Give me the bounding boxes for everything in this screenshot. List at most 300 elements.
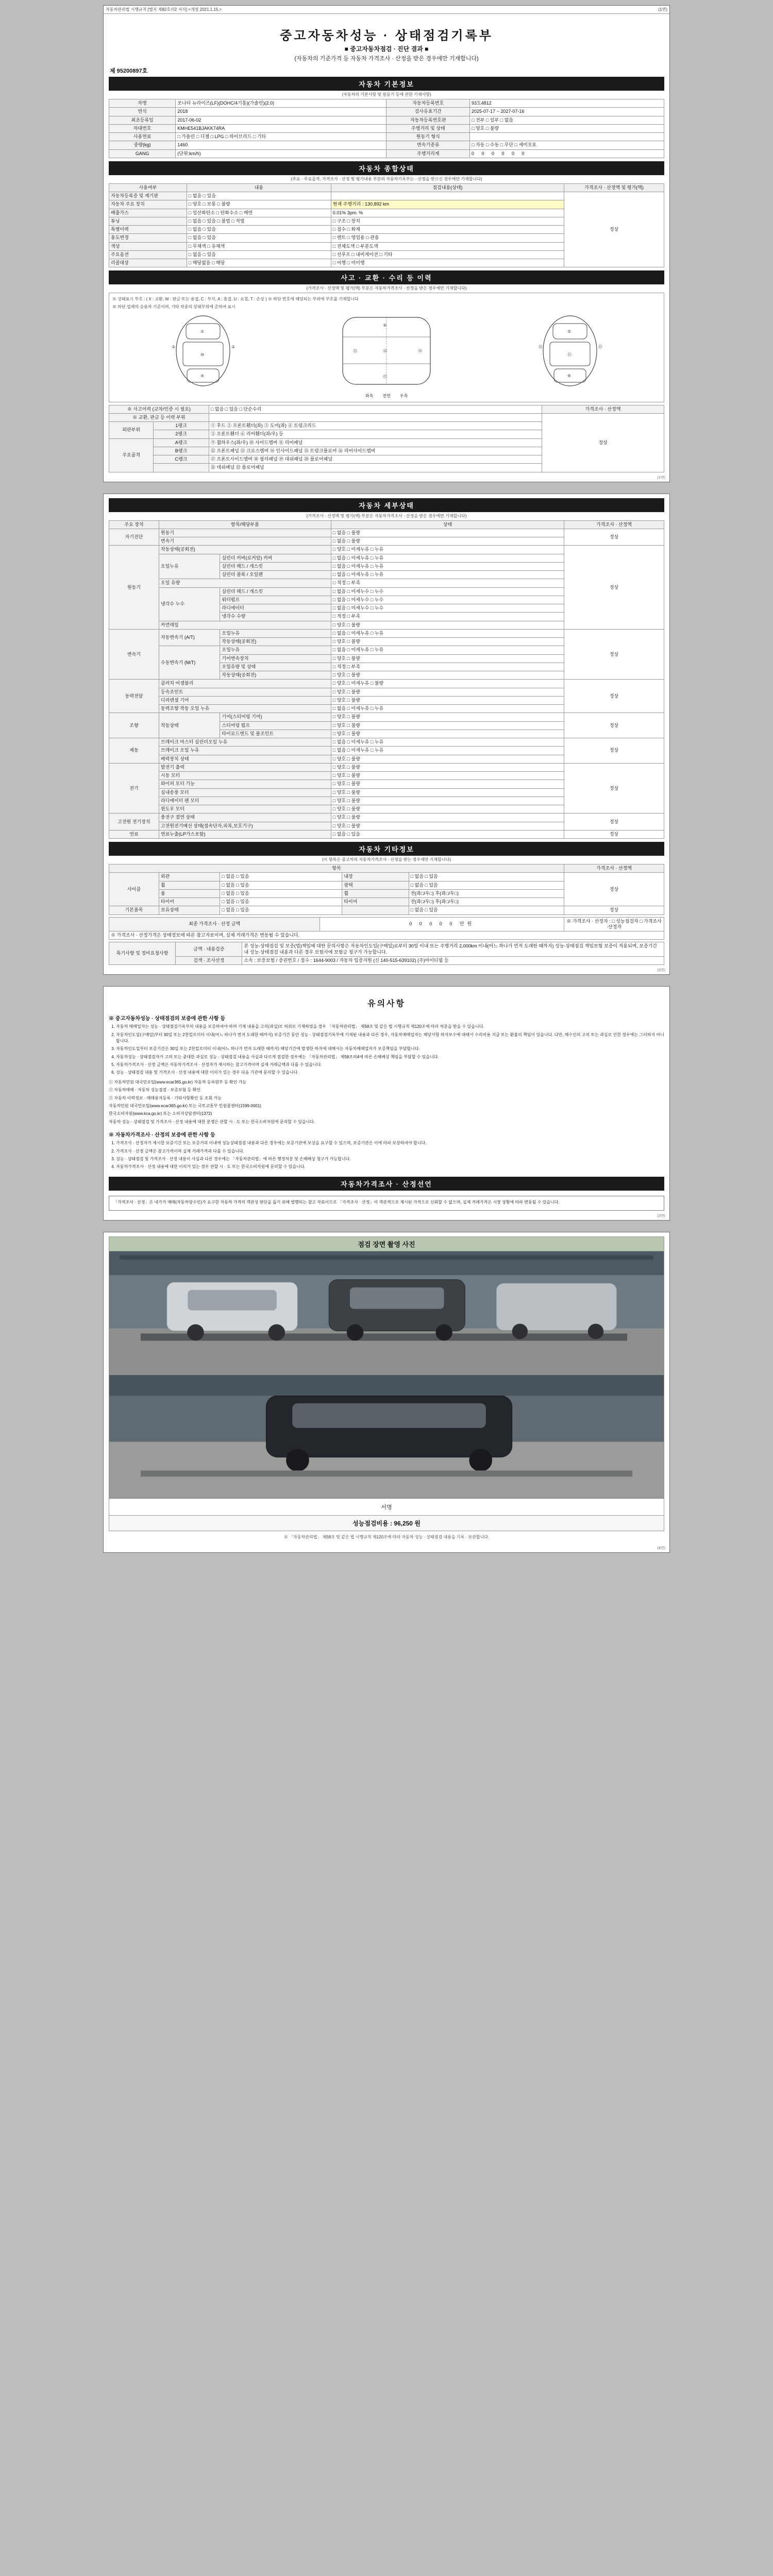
svg-text:④: ④ [200,373,204,378]
detail-part-0-0: 원동기 [159,529,331,537]
overall-row-7-label: 주요옵션 [109,250,187,259]
other-opts-2: □ 없음 □ 있음 [220,889,342,897]
detail-part-6-1: 시동 모터 [159,772,331,780]
table-row [109,108,664,116]
special-text-2: 소속 : 보증보험 / 증권번호 / 접수 : 1644-9003 / 자동차 입증지원 (신 140-515-639102) (주)마이티윌 등 [242,956,664,964]
svg-text:⑨: ⑨ [382,323,387,328]
detail-opts-0-1: □ 없음 □ 불량 [331,537,564,546]
detail-price-7: 정상 [564,814,664,831]
page1-number: (1면) [657,476,665,480]
diagram-legend-2: ※ 하단 업체의 승용차 기준이며, 기타 차종의 상태부위에 준하여 표시 [112,304,236,310]
table-row [109,713,664,721]
field-value-first-reg: 2017-06-02 [176,116,386,124]
field-value-plate-state: □ 전부 □ 일부 □ 없음 [470,116,664,124]
accident-items-3: ⑫ 프론트패널 ⑬ 크로스멤버 ⑭ 인사이드패널 ⑮ 트렁크플로어 ⑯ 리어사이드멤버 [209,447,542,455]
accident-lv-0: 1랭크 [154,422,209,430]
accident-lv-1: 2랭크 [154,430,209,438]
field-value-mileage-digits: 0 0 0 0 0 0 [470,149,664,158]
other-group-0: 사이클 [109,873,159,906]
car-diagram-side [480,312,661,391]
diagram-mark-row [112,393,661,399]
overall-row-2-label: 배출가스 [109,209,187,217]
detail-part-2-0: 자동변속기 (A/T) [159,629,220,646]
accident-grade-2: 주요골격 [109,438,154,472]
form-reference: 자동차관리법 시행규칙 [별지 제82호의2 서식] <개정 2021.1.15.> [106,7,222,12]
page1-page-label: (1면) [658,7,667,12]
other-part-3: 타이어 [159,898,220,906]
detail-opts-0-0: □ 없음 □ 불량 [331,529,564,537]
final-price-label: 최종 가격조사 · 산정 금액 [109,917,320,931]
svg-text:⑬: ⑬ [352,348,357,353]
overall-row-3-opts: □ 없음 □ 있음 □ 불법 □ 적법 [187,217,331,225]
table-header-row [109,183,664,192]
other-part-2: 룸 [159,889,220,897]
notice-item-8: 자동차 성능 · 상태점검 및 가격조사 · 산정 내용에 대한 분쟁은 관할 시 · 도 또는 한국소비자원에 문의할 수 있습니다. [109,1119,315,1124]
overall-state-table [109,183,664,268]
overall-row-5-opts: □ 없음 □ 있음 [187,234,331,242]
declaration-header: 자동차가격조사 · 산정선언 [109,1177,664,1191]
special-text-1: 본 성능·상태점검 및 보증(법)책임에 대한 문의사항은 자동차인도일(구매일)로부터 30일 이내 또는 주행거리 2,000km 이내(어느 하나가 먼저 도래한 때까지) 성능·상태점검 책임보험 보증이 적용되며, 보증기간 내 성능·상태점검 내용과 다른 경우 보험사에 보험금 청구가 가능합니다. [242,942,664,957]
detail-part-3-3: 동력조향 작동 오일 누유 [159,705,331,713]
accident-lv-5 [154,464,209,472]
car-top-svg [327,312,446,389]
overall-th-0: 사용여부 [109,183,187,192]
accident-items-0: ① 후드 ② 프론트휀더(좌) ③ 도어(좌) ④ 트렁크리드 [209,422,542,430]
detail-opts-2-3: □ 양호 □ 불량 [331,654,564,663]
other-opts2-1: □ 없음 □ 있음 [409,881,564,889]
detail-th-2: 상태 [331,520,564,529]
list-item: 4. 자동차가격조사 · 산정 내용에 대한 이의가 있는 경우 관할 시 · 도 또는 한국소비자원에 문의할 수 있습니다. [116,1164,664,1170]
detail-opts-2-5: □ 양호 □ 불량 [331,671,564,680]
table-row [109,529,664,537]
detail-part-6-5: 윈도우 모터 [159,805,331,814]
detail-price-6: 정상 [564,763,664,814]
final-price-note-2: ※ 가격조사 · 산정자 : □ 성능점검자 □ 가격조사·산정자 [564,917,664,931]
field-value-engine-type [470,133,664,141]
detail-item-4-2: 타이로드엔드 및 볼조인트 [220,730,331,738]
detail-group-4: 조향 [109,713,159,738]
detail-part-3-2: 디퍼렌셜 기어 [159,696,331,704]
other-price-0: 정상 [564,873,664,906]
other-part2-2: 휠 [342,889,409,897]
diagram-mark-right: 우측 [399,393,408,398]
table-row [109,629,664,637]
overall-row-1-label: 자동차 주요 장치 [109,200,187,209]
declaration-text: 「가격조사 · 산정」은 내가가 매매(자동차양수인)가 요구한 자동차 가격의 객관성 판단을 돕기 위해 발행되는 참고 자료이므로 「가격조사 · 산정」이 객관적으로 제시된 가격으로 신뢰할 수 없으며, 실제 거래가격은 시장 상황에 따라 변동될 수 있습니다. [113,1199,560,1205]
field-label-fuel: 사용연료 [109,133,176,141]
table-row [109,546,664,554]
detail-part-1-1: 오일누유 [159,554,220,579]
car-diagram-top [296,312,477,391]
page-2 [103,494,670,975]
detail-opts-5-0: □ 없음 □ 미세누유 □ 누유 [331,738,564,747]
page-1 [103,5,670,482]
car-side-svg [516,312,624,389]
section-overall-note: (주요 · 주요골격, 가격조사 · 산정 및 평가내용 부분의 자동차기록부는 · 산정을 받으신 경우에만 기재합니다) [291,176,482,181]
other-price-4: 정상 [564,906,664,914]
final-price-table [109,917,664,940]
detail-part-6-2: 와이퍼 모터 기능 [159,780,331,788]
other-part2-4 [342,906,409,914]
other-opts2-3: 전(좌□/우□) 후(좌□/우□) [409,898,564,906]
field-label-checkcode: GANG [109,149,176,158]
field-value-inspection-period: 2025-07-17 ~ 2027-07-16 [470,108,664,116]
svg-text:②: ② [231,344,235,349]
detail-item-2-5: 작동상태(공회전) [220,671,331,680]
field-label-plate-state: 자동차등록번호판 [386,116,470,124]
table-row [109,192,664,200]
table-header-row [109,865,664,873]
svg-text:⑥: ⑥ [567,373,572,378]
detail-item-1-1: 실린더 커버(로커암) 커버 [220,554,331,562]
table-row [109,763,664,771]
section-other-note: (이 항목은 중고차의 자동차가격조사 · 산정을 받는 경우에만 기재합니다) [322,857,451,862]
table-row [109,738,664,747]
detail-part-5-2: 배력장치 상태 [159,755,331,763]
car-diagram-area [112,312,661,391]
table-row [109,99,664,108]
svg-text:⑫: ⑫ [598,344,603,349]
other-opts-1: □ 없음 □ 있음 [220,881,342,889]
other-group-4: 기본품목 [109,906,159,914]
detail-price-4: 정상 [564,713,664,738]
detail-opts-1-8: □ 적정 □ 부족 [331,613,564,621]
detail-item-1-6: 워터펌프 [220,596,331,604]
other-part2-3: 타이어 [342,898,409,906]
detail-item-4-0: 기어(스티어링 기어) [220,713,331,721]
table-row [109,680,664,688]
diagram-mark-front: 전면 [382,393,391,398]
table-row [109,931,664,940]
detail-item-2-2: 오일누유 [220,646,331,654]
svg-text:⑤: ⑤ [567,329,572,334]
overall-price-cell: 정상 [564,192,664,267]
overall-row-5-detail: □ 렌트 □ 영업용 □ 관용 [331,234,564,242]
list-item: 5. 자동차가격조사 · 산정 금액은 자동차가격조사 · 산정자가 제시하는 참고가격이며 실제 거래금액과 다를 수 있습니다. [116,1062,664,1068]
detail-item-1-3: 실린더 블록 / 오일팬 [220,571,331,579]
detail-item-1-2: 실린더 헤드 / 개스킷 [220,562,331,570]
svg-text:⑯: ⑯ [382,348,387,353]
page-4 [103,1232,670,1553]
accident-price-cell: 정상 [542,413,664,472]
notice-sub-2: ② 자동차매매 · 자동차 성능점검 · 보증보험 등 확인 [109,1088,200,1093]
field-value-vin: KMHE541BJAKK74RA [176,124,386,132]
overall-th-2: 점검내용(상태) [331,183,564,192]
detail-part-6-3: 실내송풍 모터 [159,788,331,796]
detail-price-1: 정상 [564,546,664,630]
table-row [109,133,664,141]
detail-price-0: 정상 [564,529,664,546]
detail-opts-3-1: □ 양호 □ 불량 [331,688,564,696]
detail-opts-2-4: □ 적정 □ 부족 [331,663,564,671]
accident-lv-3: B랭크 [154,447,209,455]
detail-opts-4-2: □ 양호 □ 불량 [331,730,564,738]
field-value-mileage-unit: (단위:km/h) [176,149,386,158]
accident-items-2: ⑨ 휠하우스(좌/우) ⑩ 사이드멤버 ⑪ 리어패널 [209,438,542,447]
detail-opts-3-3: □ 없음 □ 미세누유 □ 누유 [331,705,564,713]
other-part-4: 보유상태 [159,906,220,914]
detail-group-7: 고전원 전기장치 [109,814,159,831]
other-opts2-0: □ 없음 □ 있음 [409,873,564,881]
svg-text:⑰: ⑰ [382,374,387,379]
svg-text:①: ① [200,329,204,334]
overall-row-6-opts: □ 무채색 □ 유채색 [187,242,331,250]
car-diagram-box [109,293,664,402]
other-opts-4: □ 없음 □ 있음 [220,906,342,914]
field-label-plate: 자동차등록번호 [386,99,470,108]
accident-items-4: ⑰ 프론트사이드멤버 ⑱ 필러패널 ⑲ 대쉬패널 ⑳ 플로어패널 [209,455,542,464]
svg-text:⑭: ⑭ [417,348,422,353]
page3-number: (3면) [657,1214,665,1218]
detail-item-2-0: 오일누유 [220,629,331,637]
detail-part-2-2: 수동변속기 (M/T) [159,646,220,680]
list-item: 1. 자동차 매매업자는 성능 · 상태점검기록부의 내용을 보증하여야 하며 기재 내용을 고의(과실)로 허위로 기재하였을 경우 「자동차관리법」 제58조 및 같은 법 시행규칙 제120조에 따라 처분을 받을 수 있습니다. [116,1024,664,1030]
accident-q2-detail [209,413,542,421]
field-label-year: 연식 [109,108,176,116]
svg-text:⑫: ⑫ [539,344,543,349]
detail-price-8: 정상 [564,830,664,838]
accident-history-table [109,405,664,472]
section-detail-header: 자동차 세부상태 [109,498,664,512]
detail-item-4-1: 스티어링 펌프 [220,721,331,730]
detail-part-7-0: 충전구 절연 상태 [159,814,331,822]
overall-row-8-label: 리콜대상 [109,259,187,267]
accident-q1-label: ※ 사고이력 (교차/인증 시 필요) [109,405,209,413]
detail-item-2-4: 오일유량 및 상태 [220,663,331,671]
detail-part-8-0: 연료누출(LP가스포함) [159,830,331,838]
table-row [109,917,664,931]
overall-row-8-opts: □ 해당없음 □ 해당 [187,259,331,267]
field-label-mileage: 주행거리계 [386,149,470,158]
photo-section-title: 점검 장면 촬영 사진 [109,1236,664,1251]
table-row [109,814,664,822]
other-info-table [109,864,664,915]
table-row [109,413,664,421]
detail-opts-2-2: □ 없음 □ 미세누유 □ 누유 [331,646,564,654]
page2-number: (2면) [657,969,665,973]
detail-group-0: 자기진단 [109,529,159,546]
diagram-legend-1: ※ 상태표시 부호 : ( X : 교환, W : 판금 또는 용접, C : 부식, A : 흠집, U : 요철, T : 손상 ) ※ 하단 번호에 해당되는 부위에 부호를 기재합니다 [112,297,359,302]
overall-row-4-label: 특별이력 [109,226,187,234]
other-part2-1: 광택 [342,881,409,889]
list-item: 3. 자동차인도일부터 보증기간은 30일 또는 2천킬로미터 이내(어느 하나가 먼저 도래한 때까지) 해당기간에 발생한 하자에 대해서는 자동차매매업자가 보증책임을 부담합니다. [116,1046,664,1052]
inspection-photo-bottom [109,1375,664,1499]
table-row [109,906,664,914]
list-item: 2. 가격조사 · 산정 금액은 참고가격이며 실제 거래가격과 다를 수 있습니다. [116,1148,664,1155]
detail-opts-5-2: □ 양호 □ 불량 [331,755,564,763]
overall-row-0-opts: □ 없음 □ 있음 [187,192,331,200]
detail-th-0: 주요 장치 [109,520,159,529]
other-opts2-2: 전(좌□/우□) 후(좌□/우□) [409,889,564,897]
field-label-vin: 차대번호 [109,124,176,132]
detail-opts-6-3: □ 양호 □ 불량 [331,788,564,796]
page4-footnote: ※ 「자동차관리법」 제58조 및 같은 법 시행규칙 제120조에 따라 자동차 성능 · 상태점검 내용을 기록 · 보관합니다. [283,1535,490,1540]
table-row [109,141,664,149]
overall-row-7-opts: □ 없음 □ 있음 [187,250,331,259]
notice-item-6: 자동차민원 대국민포털(www.ecar365.go.kr) 또는 국토교통부 민원콜센터(1599-0001) [109,1104,261,1109]
detail-opts-1-1: □ 없음 □ 미세누유 □ 누유 [331,554,564,562]
detail-group-5: 제동 [109,738,159,764]
notice-section-1-title: ※ 중고자동차성능 · 상태점검의 보증에 관한 사항 등 [109,1016,225,1022]
detail-item-1-5: 실린더 헤드 / 개스킷 [220,587,331,596]
other-part2-0: 내장 [342,873,409,881]
table-row [109,873,664,881]
document-title: 중고자동차성능 · 상태점검기록부 [280,29,493,43]
car-diagram-front [112,312,293,391]
detail-price-2: 정상 [564,629,664,680]
detail-opts-6-5: □ 양호 □ 불량 [331,805,564,814]
detail-part-3-0: 클러치 어셈블리 [159,680,331,688]
list-item: 6. 성능 · 상태점검 내용 및 가격조사 · 산정 내용에 대한 이의가 있는 경우 다음 기관에 문의할 수 있습니다. [116,1070,664,1076]
overall-row-4-detail: □ 침수 □ 화재 [331,226,564,234]
other-th-0: 항목 [109,865,564,873]
page-3 [103,986,670,1221]
other-part-1: 휠 [159,881,220,889]
page4-number: (4면) [657,1547,665,1551]
detail-part-7-1: 고전원전기배선 상태(접속단자,피복,보호기구) [159,822,331,830]
detail-opts-2-0: □ 없음 □ 미세누유 □ 누유 [331,629,564,637]
section-other-header: 자동차 기타정보 [109,842,664,856]
car-front-svg [149,312,257,389]
detail-opts-7-1: □ 양호 □ 불량 [331,822,564,830]
detail-item-1-8: 냉각수 수량 [220,613,331,621]
field-value-weight: 1460 [176,141,386,149]
detail-part-1-0: 작동상태(공회전) [159,546,331,554]
detail-part-5-1: 브레이크 오일 누유 [159,747,331,755]
special-notes-table [109,942,664,965]
final-price-note: ※ 가격조사 · 산정가격은 상태정보에 따른 참고자료이며, 실제 거래가격은 변동될 수 있습니다. [109,931,664,940]
list-item: 3. 성능 · 상태점검 및 가격조사 · 산정 내용이 사실과 다른 경우에는 「자동차관리법」에 따른 행정처분 및 손해배상 청구가 가능합니다. [116,1156,664,1162]
overall-row-0-detail [331,192,564,200]
detail-part-1-9: 커먼레일 [159,621,331,629]
detail-opts-1-9: □ 양호 □ 불량 [331,621,564,629]
field-value-carname: 쏘나타 뉴라이즈(LF)(DOHC/4기통)(가솔린)(2.0) [176,99,386,108]
overall-row-7-detail: □ 선루프 □ 내비게이션 □ 기타 [331,250,564,259]
list-item: 2. 자동차인도일(구매일)부터 30일 또는 2천킬로미터 이내(어느 하나가 먼저 도래한 때까지) 보증기간 동안 성능 · 상태점검기록부에 기재된 내용과 다른 경우, 자동차매매업자는 해당사항 하자보수에 대해서 수리비용 지급 또는 환불의 책임이 있습니다. 다만, 매수인의 고의 또는 과실로 인한 경우에는 그러하지 아니합니다. [116,1032,664,1045]
detail-opts-1-2: □ 없음 □ 미세누유 □ 누유 [331,562,564,570]
detail-part-1-4: 오일 유량 [159,579,331,587]
overall-th-3: 가격조사 · 산정액 및 평가(액) [564,183,664,192]
list-item: 1. 가격조사 · 산정자가 제시한 보증기간 또는 보증거리 이내에 성능상태점검 내용과 다른 경우에는 보증기관에 보상을 요구할 수 있으며, 보증기관은 이에 따라 보상하여야 합니다. [116,1140,664,1146]
field-label-first-reg: 최초등록일 [109,116,176,124]
overall-row-6-label: 색상 [109,242,187,250]
page1-topline [104,6,669,14]
detail-group-1: 원동기 [109,546,159,630]
detail-opts-4-1: □ 양호 □ 불량 [331,721,564,730]
overall-row-5-label: 용도변경 [109,234,187,242]
detail-item-1-7: 라디에이터 [220,604,331,613]
field-value-fuel: □ 가솔린 □ 디젤 □ LPG □ 하이브리드 □ 기타 [176,133,386,141]
table-row [109,956,664,964]
document-subtitle-note: (자동차의 기준가격 등 자동차 가격조사 · 산정을 받은 경우에만 기재합니다) [294,56,479,62]
overall-row-2-opts: □ 일산화탄소 □ 탄화수소 □ 매연 [187,209,331,217]
other-th-3: 가격조사 · 산정액 [564,865,664,873]
overall-row-6-detail: □ 전체도색 □ 부분도색 [331,242,564,250]
field-label-weight: 중량(kg) [109,141,176,149]
detail-part-1-5: 냉각수 누수 [159,587,220,621]
detail-part-6-0: 발전기 출력 [159,763,331,771]
overall-row-0-label: 자동차등록증 및 계기판 [109,192,187,200]
detail-opts-3-0: □ 양호 □ 미세누유 □ 불량 [331,680,564,688]
overall-row-3-detail: □ 구조 □ 장치 [331,217,564,225]
detail-opts-4-0: □ 양호 □ 불량 [331,713,564,721]
detail-price-5: 정상 [564,738,664,764]
inspection-photo-top [109,1251,664,1375]
section-overall-header: 자동차 종합상태 [109,161,664,175]
detail-item-2-1: 작동상태(공회전) [220,638,331,646]
detail-opts-2-1: □ 양호 □ 불량 [331,638,564,646]
section-detail-note: (가격조사 · 산정액 및 평가(액) 부분은 자동차가격조사 · 산정을 받은 경우에만 기재합니다) [306,513,467,518]
notice-title: 유의사항 [367,999,406,1009]
detail-opts-1-5: □ 없음 □ 미세누수 □ 누수 [331,587,564,596]
detail-opts-1-3: □ 없음 □ 미세누유 □ 누유 [331,571,564,579]
accident-lv-4: C랭크 [154,455,209,464]
svg-text:②: ② [171,344,175,349]
detail-opts-3-2: □ 양호 □ 불량 [331,696,564,704]
overall-row-1-opts: □ 양호 □ 보통 □ 불량 [187,200,331,209]
other-part-0: 외관 [159,873,220,881]
detail-th-1: 항목/해당부품 [159,520,331,529]
detail-opts-6-0: □ 양호 □ 불량 [331,763,564,771]
detail-group-8: 연료 [109,830,159,838]
notice-section-2-title: ※ 자동차가격조사 · 산정의 보증에 관한 사항 등 [109,1132,215,1139]
detail-part-4-0: 작동상태 [159,713,220,738]
detail-item-2-3: 기어변속장치 [220,654,331,663]
overall-th-1: 내용 [187,183,331,192]
inspection-fee: 성능점검비용 : 96,250 원 [109,1516,664,1531]
document-subtitle: ■ 중고자동차점검 · 진단 결과 ■ [344,45,429,53]
declaration-box [109,1196,664,1211]
accident-right-header: 가격조사 · 산정액 [542,405,664,413]
detail-state-table [109,520,664,839]
detail-group-2: 변속기 [109,629,159,680]
basic-info-table [109,99,664,158]
accident-q1-opts: □ 없음 □ 있음 □ 단순수리 [209,405,542,413]
detail-part-3-1: 등속조인트 [159,688,331,696]
notice-section-1-list [116,1024,664,1076]
field-label-mileage-state: 주행거리 및 상태 [386,124,470,132]
detail-opts-8-0: □ 없음 □ 있음 [331,830,564,838]
diagram-mark-left: 좌측 [365,393,374,398]
detail-part-6-4: 라디에이터 팬 모터 [159,796,331,805]
list-item: 4. 자동차성능 · 상태점검자가 고의 또는 중대한 과실로 성능 · 상태점검 내용을 사실과 다르게 점검한 경우에는 「자동차관리법」 제58조의4에 따른 손해배상 책임을 부담할 수 있습니다. [116,1054,664,1060]
table-row [109,124,664,132]
signature-row: 서명 [109,1499,664,1516]
detail-part-0-1: 변속기 [159,537,331,546]
overall-row-3-label: 튜닝 [109,217,187,225]
notice-section-2-list [116,1140,664,1171]
final-price-digits: 0 0 0 0 0 만원 [320,917,564,931]
svg-text:⑪: ⑪ [567,352,572,357]
detail-opts-1-7: □ 없음 □ 미세누수 □ 누수 [331,604,564,613]
special-sub-1: 금액 · 내용검증 [176,942,242,957]
detail-opts-5-1: □ 없음 □ 미세누유 □ 누유 [331,747,564,755]
detail-opts-1-0: □ 양호 □ 미세누유 □ 누유 [331,546,564,554]
accident-q2-label: ※ 교환, 판금 등 이력 부위 [109,413,209,421]
other-opts-0: □ 없음 □ 있음 [220,873,342,881]
section-basic-info-header: 자동차 기본정보 [109,77,664,91]
svg-text:⑩: ⑩ [200,352,204,357]
detail-th-3: 가격조사 · 산정액 [564,520,664,529]
detail-opts-1-4: □ 적정 □ 부족 [331,579,564,587]
table-row [109,149,664,158]
table-row [109,942,664,957]
special-notes-label: 특기사항 및 정비요청사항 [109,942,176,965]
field-value-mileage-state: □ 양호 □ 불량 [470,124,664,132]
accident-items-5: ㉑ 데쉬패널 ㉒ 플로어패널 [209,464,542,472]
detail-opts-6-1: □ 양호 □ 불량 [331,772,564,780]
table-header-row [109,520,664,529]
